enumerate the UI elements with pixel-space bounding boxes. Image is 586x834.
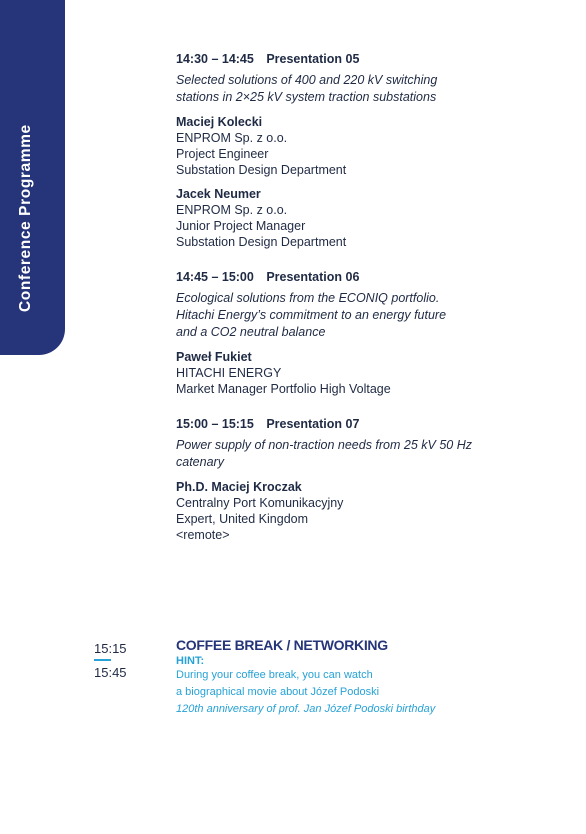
hint-text: a biographical movie about Józef Podoski (176, 686, 380, 698)
speaker-affiliation: Centralny Port Komunikacyjny (176, 496, 344, 510)
side-tab (0, 0, 65, 355)
speaker-department: Substation Design Department (176, 235, 347, 249)
session-header (176, 270, 566, 284)
coffee-break-times (94, 641, 140, 680)
hint-label: HINT: (176, 655, 205, 667)
speaker-role: Expert, United Kingdom (176, 512, 309, 526)
speaker-department: Substation Design Department (176, 163, 347, 177)
session-title (176, 290, 566, 341)
coffee-start-time: 15:15 (94, 641, 127, 656)
hint-anniversary: 120th anniversary of prof. Jan Józef Podoski birthday (176, 703, 436, 715)
speaker-affiliation: ENPROM Sp. z o.o. (176, 131, 288, 145)
session-title (176, 72, 566, 106)
session-time: 14:30 – 14:45 (176, 52, 254, 66)
session-title (176, 437, 566, 471)
speaker-note: <remote> (176, 528, 230, 542)
speaker-name: Maciej Kolecki (176, 115, 263, 129)
session-title-line: Selected solutions of 400 and 220 kV switching (176, 73, 438, 87)
speaker-name: Ph.D. Maciej Kroczak (176, 480, 302, 494)
speaker-role: Junior Project Manager (176, 219, 306, 233)
session-title-line: and a CO2 neutral balance (176, 325, 326, 339)
session-title-line: Hitachi Energy’s commitment to an energy future (176, 308, 447, 322)
speaker-role: Project Engineer (176, 147, 269, 161)
session-label: Presentation 07 (266, 417, 360, 431)
session-title-line: catenary (176, 455, 224, 469)
speaker-affiliation: ENPROM Sp. z o.o. (176, 203, 288, 217)
session-time: 15:00 – 15:15 (176, 417, 254, 431)
session-header (176, 52, 566, 66)
speaker (176, 479, 566, 543)
coffee-end-time: 15:45 (94, 665, 127, 680)
speaker (176, 186, 566, 250)
speaker-affiliation: HITACHI ENERGY (176, 366, 282, 380)
session-title-line: Ecological solutions from the ECONIQ portfolio. (176, 291, 440, 305)
speaker (176, 349, 566, 397)
speaker-role: Market Manager Portfolio High Voltage (176, 382, 391, 396)
hint-text: During your coffee break, you can watch (176, 669, 373, 681)
speaker-name: Jacek Neumer (176, 187, 261, 201)
coffee-break (176, 637, 566, 718)
session-time: 14:45 – 15:00 (176, 270, 254, 284)
speaker-name: Paweł Fukiet (176, 350, 252, 364)
time-divider (94, 659, 111, 661)
session-title-line: stations in 2×25 kV system traction substations (176, 90, 437, 104)
session-label: Presentation 05 (266, 52, 360, 66)
programme-content (176, 52, 566, 543)
session-label: Presentation 06 (266, 270, 360, 284)
coffee-break-title: COFFEE BREAK / NETWORKING (176, 637, 388, 653)
session-header (176, 417, 566, 431)
section-title: Conference Programme (17, 124, 34, 312)
session-title-line: Power supply of non-traction needs from 25 kV 50 Hz (176, 438, 472, 452)
speaker (176, 114, 566, 178)
